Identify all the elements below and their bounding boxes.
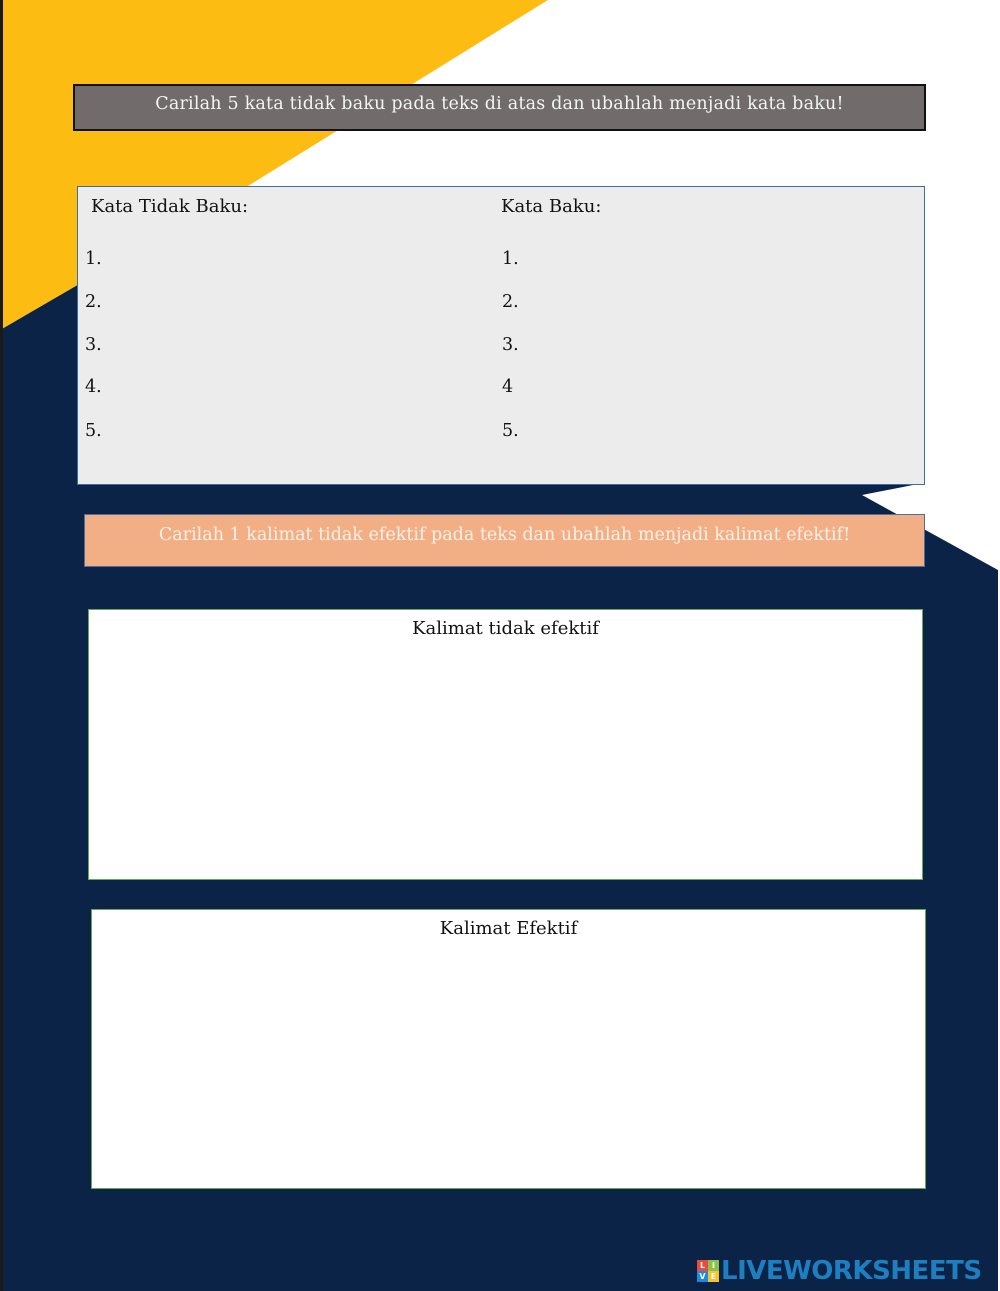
ineffective-sentence-title: Kalimat tidak efektif bbox=[412, 618, 599, 639]
left-edge-line bbox=[0, 0, 3, 1291]
logo-letter-v: V bbox=[697, 1271, 708, 1282]
liveworksheets-logo-icon bbox=[697, 1260, 719, 1282]
right-item-1[interactable]: 1. bbox=[502, 249, 519, 269]
left-item-1[interactable]: 1. bbox=[85, 249, 102, 269]
instruction-1-text: Carilah 5 kata tidak baku pada teks di atas dan ubahlah menjadi kata baku! bbox=[155, 94, 844, 114]
right-column-header: Kata Baku: bbox=[501, 196, 602, 217]
logo-letter-i: I bbox=[708, 1260, 719, 1271]
right-item-3[interactable]: 3. bbox=[502, 335, 519, 355]
effective-sentence-box[interactable] bbox=[91, 909, 926, 1189]
left-column-header: Kata Tidak Baku: bbox=[91, 196, 249, 217]
left-item-5[interactable]: 5. bbox=[85, 421, 102, 441]
logo-letter-l: L bbox=[697, 1260, 708, 1271]
logo-text: LIVEWORKSHEETS bbox=[721, 1256, 982, 1286]
effective-sentence-title: Kalimat Efektif bbox=[439, 918, 578, 939]
right-item-5[interactable]: 5. bbox=[502, 421, 519, 441]
instruction-2-text: Carilah 1 kalimat tidak efektif pada teks dan ubahlah menjadi kalimat efektif! bbox=[158, 525, 851, 545]
instruction-banner-1 bbox=[73, 84, 926, 131]
instruction-banner-2 bbox=[84, 514, 925, 567]
ineffective-sentence-box[interactable] bbox=[88, 609, 923, 880]
word-table bbox=[77, 186, 925, 485]
left-item-2[interactable]: 2. bbox=[85, 292, 102, 312]
logo-letter-e: E bbox=[708, 1271, 719, 1282]
left-item-3[interactable]: 3. bbox=[85, 335, 102, 355]
right-item-4[interactable]: 4 bbox=[502, 377, 514, 397]
left-item-4[interactable]: 4. bbox=[85, 377, 102, 397]
liveworksheets-logo bbox=[697, 1257, 982, 1285]
right-item-2[interactable]: 2. bbox=[502, 292, 519, 312]
